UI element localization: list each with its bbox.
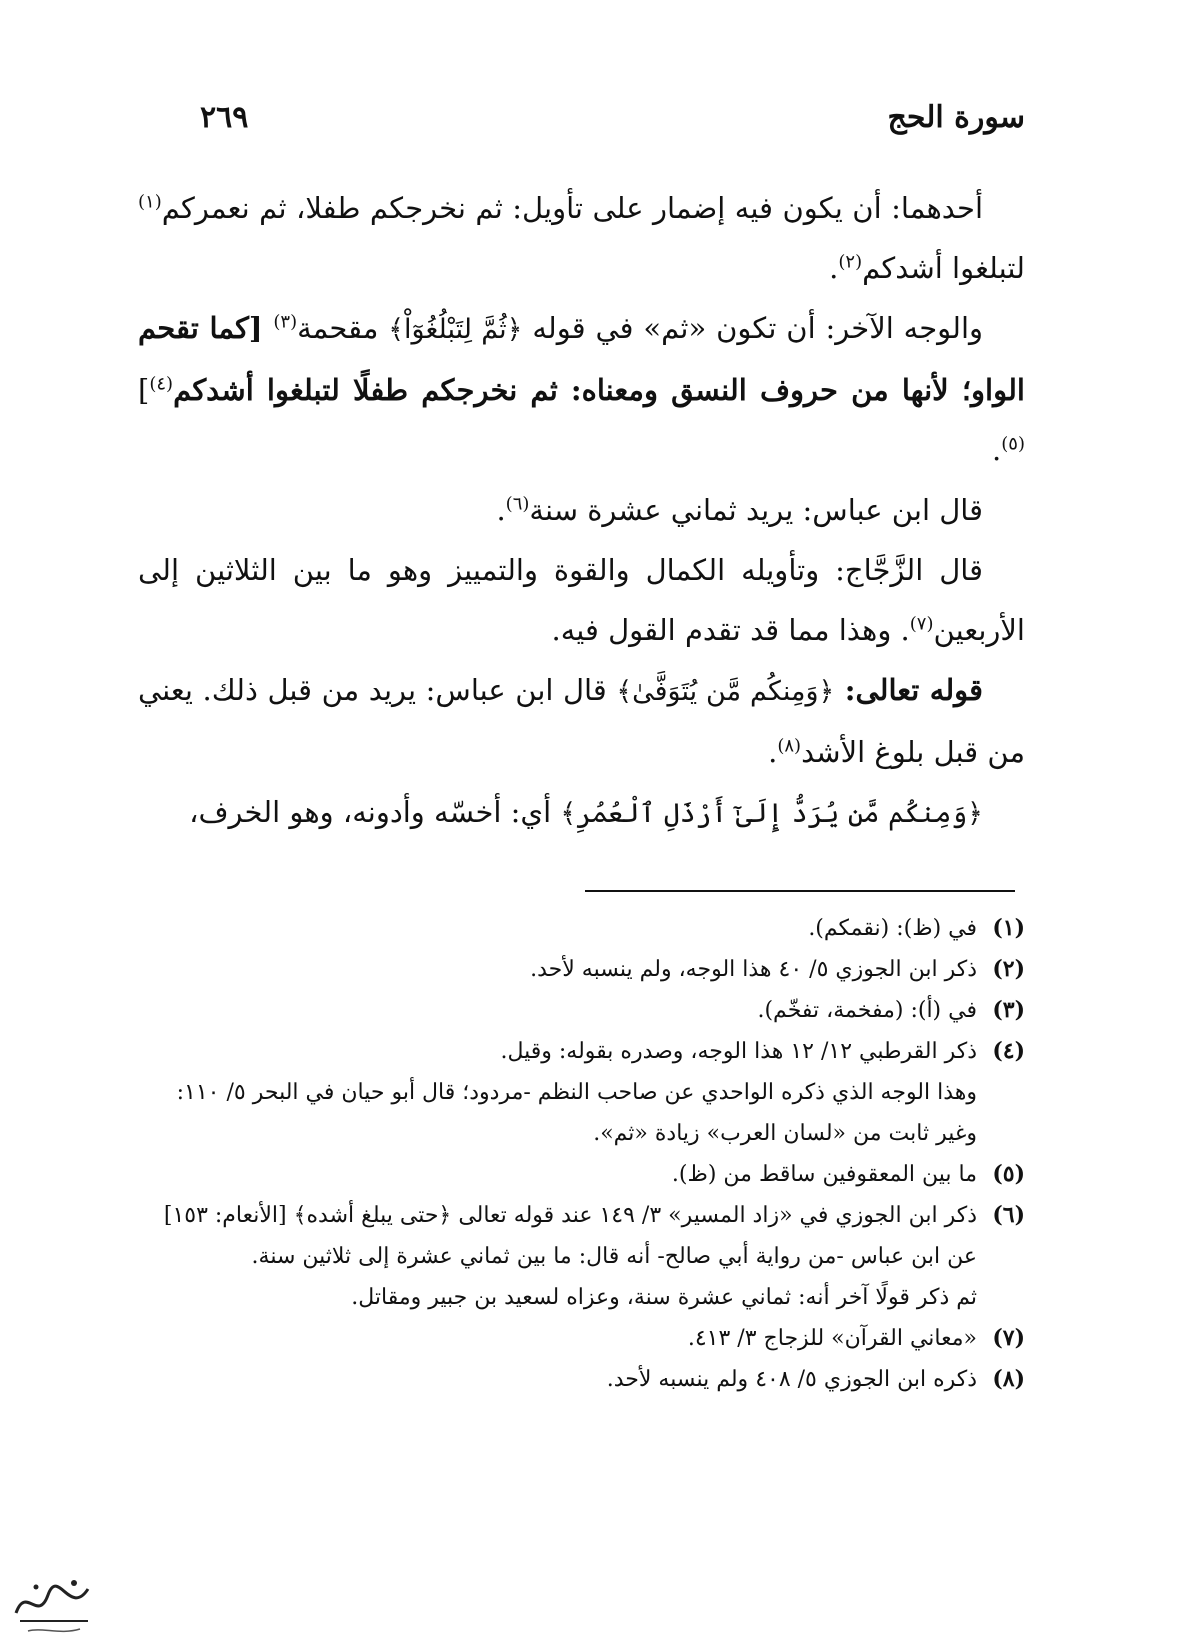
footnote-2: [138, 949, 1025, 990]
footnote-text: ذكره ابن الجوزي ٥/ ٤٠٨ ولم ينسبه لأحد.: [606, 1367, 977, 1392]
footnote-ref-5: (٥): [1001, 433, 1025, 455]
footnote-text: ذكر ابن الجوزي ٥/ ٤٠ هذا الوجه، ولم ينسبه لأحد.: [530, 957, 977, 982]
footnote-ref-8: (٨): [777, 735, 802, 757]
paragraph-1: [138, 178, 1025, 298]
page-header: [200, 92, 1025, 142]
footnote-ref-3: (٣): [273, 311, 298, 333]
footnote-body: [138, 1195, 977, 1318]
footnote-body: [138, 1031, 977, 1154]
p2-mid: مقحمة: [297, 311, 389, 345]
p3-end: .: [496, 493, 506, 527]
p1-mid: لتبلغوا أشدكم: [862, 251, 1025, 285]
footnote-8: [138, 1359, 1025, 1400]
footnote-number: (٢): [992, 956, 1025, 982]
main-text: [138, 178, 1025, 844]
p5-mid: قال ابن عباس: يريد من قبل ذلك. يعني من قبل بلوغ الأشد: [138, 673, 1025, 769]
footnote-text: في (ظ): (نقمكم).: [808, 916, 977, 941]
footnote-extra-text: ثم ذكر قولًا آخر أنه: ثماني عشرة سنة، وعزاه لسعيد بن جبير ومقاتل.: [351, 1285, 977, 1310]
footnote-text: في (أ): (مفخمة، تفخّم).: [757, 998, 977, 1023]
page-number: ٢٦٩: [200, 99, 249, 135]
footnote-number: (٤): [992, 1038, 1025, 1064]
footnote-4: [138, 1031, 1025, 1154]
p2-lead: والوجه الآخر: أن تكون «ثم» في قوله: [522, 311, 984, 345]
footnote-number: (١): [992, 915, 1025, 941]
p6-rest: أي: أخسّه وأدونه، وهو الخرف،: [189, 795, 561, 829]
footnote-5: [138, 1154, 1025, 1195]
p5-end: .: [768, 735, 778, 769]
footnote-text: ذكر القرطبي ١٢/ ١٢ هذا الوجه، وصدره بقوله: وقيل.: [500, 1039, 977, 1064]
p5-lead: قوله تعالى:: [834, 673, 984, 707]
footnote-7: [138, 1318, 1025, 1359]
footnote-1: [138, 908, 1025, 949]
p2-end: .: [992, 433, 1002, 467]
p3-text: قال ابن عباس: يريد ثماني عشرة سنة: [529, 493, 983, 527]
library-stamp-logo: [8, 1565, 100, 1645]
footnote-text: «معاني القرآن» للزجاج ٣/ ٤١٣.: [687, 1326, 977, 1351]
footnote-number: (٣): [992, 997, 1025, 1023]
footnote-number: (٦): [992, 1202, 1025, 1228]
p1-lead: أحدهما: أن يكون فيه إضمار على تأويل: ثم نخرجكم طفلا، ثم نعمركم: [161, 191, 983, 225]
paragraph-6: [138, 782, 1025, 844]
footnote-separator: [585, 890, 1015, 892]
footnote-text: ذكر ابن الجوزي في «زاد المسير» ٣/ ١٤٩ عند قوله تعالى ﴿حتى يبلغ أشده﴾ [الأنعام: ١٥٣] عن ابن عباس -من رواية أبي صالح- أنه قال: ما بين ثماني عشرة إلى ثلاثين سنة.: [163, 1203, 977, 1269]
footnote-text: ما بين المعقوفين ساقط من (ظ).: [671, 1162, 977, 1187]
footnote-ref-6: (٦): [505, 493, 530, 515]
footnote-6: [138, 1195, 1025, 1318]
p4-end: . وهذا مما قد تقدم القول فيه.: [551, 613, 910, 647]
p4-text: قال الزَّجَّاج: وتأويله الكمال والقوة والتمييز وهو ما بين الثلاثين إلى الأربعين: [138, 553, 1025, 647]
paragraph-5: [138, 660, 1025, 782]
paragraph-2: [138, 298, 1025, 480]
footnote-extra-text: وهذا الوجه الذي ذكره الواحدي عن صاحب النظم -مردود؛ قال أبو حيان في البحر ٥/ ١١٠: وغير ثابت من «لسان العرب» زيادة «ثم».: [176, 1080, 977, 1146]
p1-end: .: [829, 251, 839, 285]
footnote-ref-1: (١): [138, 191, 162, 213]
p2-rest: [كما تقحم الواو؛ لأنها من حروف النسق ومعناه: ثم نخرجكم طفلًا لتبلغوا أشدكم: [138, 311, 1025, 407]
footnote-3: [138, 990, 1025, 1031]
footnote-ref-4: (٤): [149, 373, 174, 395]
surah-title: سورة الحج: [887, 99, 1025, 135]
quran-quote-2: ﴿وَمِنكُم مَّن يُتَوَفَّىٰ﴾: [616, 676, 835, 707]
footnotes: [138, 908, 1025, 1400]
quran-quote-1: ﴿ثُمَّ لِتَبْلُغُوٓاْ﴾: [388, 314, 523, 345]
footnote-ref-7: (٧): [909, 613, 934, 635]
footnote-number: (٧): [992, 1325, 1025, 1351]
footnote-ref-2: (٢): [838, 251, 863, 273]
quran-quote-3: ﴿وَمِنكُم مَّن يُرَدُّ إِلَىٰٓ أَرْذَلِ ٱلْعُمُرِ﴾: [560, 798, 983, 829]
paragraph-4: [138, 540, 1025, 660]
footnote-number: (٨): [992, 1366, 1025, 1392]
footnote-number: (٥): [992, 1161, 1025, 1187]
paragraph-3: [138, 480, 1025, 540]
p2-bracket: ]: [138, 373, 150, 407]
